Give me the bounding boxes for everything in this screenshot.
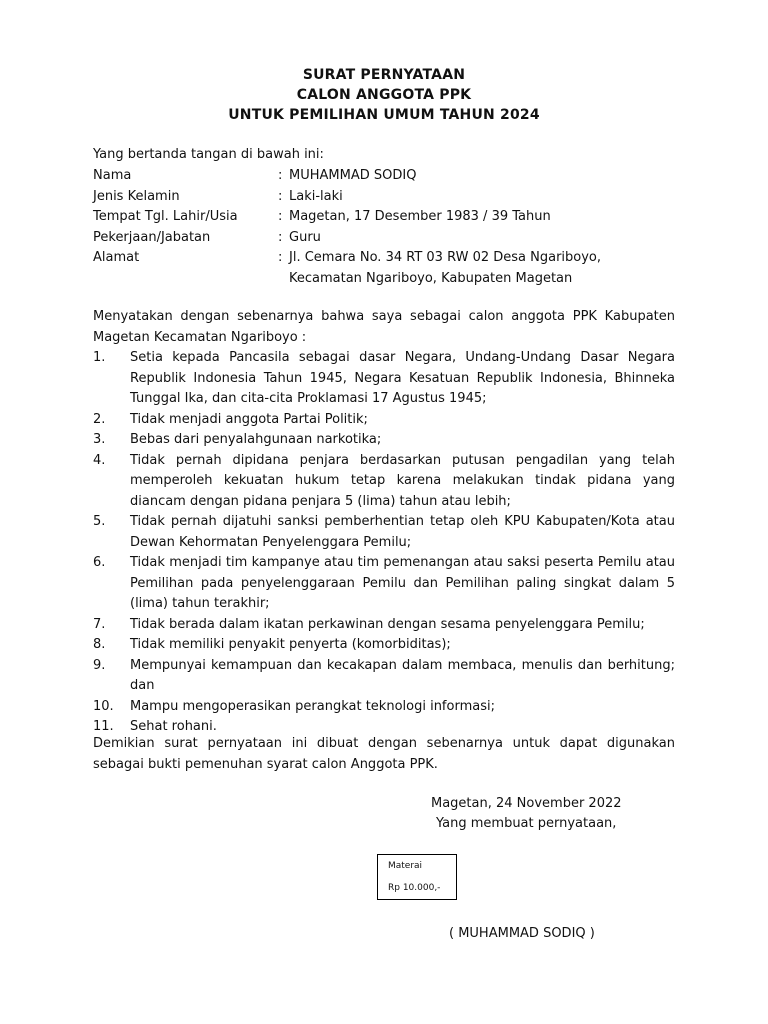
job-value: Guru [289,229,321,245]
document-subtitle: CALON ANGGOTA PPK [296,87,472,103]
list-item-text: Mempunyai kemampuan dan kecakapan dalam membaca, menulis dan berhitung; dan [130,657,675,693]
list-item-number: 10. [93,698,114,714]
document-title: SURAT PERNYATAAN [302,67,466,83]
list-item-text: Bebas dari penyalahgunaan narkotika; [130,432,382,447]
list-item [93,635,675,656]
maker-label: Yang membuat pernyataan, [436,816,617,831]
name-label: Nama [93,168,132,183]
identity-row-address [93,250,693,271]
colon: : [278,250,283,265]
job-label: Pekerjaan/Jabatan [93,229,211,245]
stamp-label: Materai [388,861,423,871]
list-item-text: Tidak pernah dipidana penjara berdasarkan putusan pengadilan yang telah memperoleh kekuatan hukum tetap karena melakukan tindak pidana yang diancam dengan pidana penjara 5 (lima) tahun atau lebih; [130,452,675,509]
list-item-text: Tidak pernah dijatuhi sanksi pemberhentian tetap oleh KPU Kabupaten/Kota atau Dewan Kehormatan Penyelenggara Pemilu; [130,514,675,550]
place-date: Magetan, 24 November 2022 [431,796,622,811]
address-label: Alamat [93,250,140,265]
name-value: MUHAMMAD SODIQ [289,168,417,183]
list-item-text: Sehat rohani. [130,719,217,734]
birth-label: Tempat Tgl. Lahir/Usia [93,209,238,224]
gender-label: Jenis Kelamin [93,188,180,204]
list-item [93,410,675,431]
list-item-text: Tidak berada dalam ikatan perkawinan dengan sesama penyelenggara Pemilu; [130,616,645,632]
document-subtitle-election: UNTUK PEMILIHAN UMUM TAHUN 2024 [228,107,540,123]
list-item-text: Tidak menjadi anggota Partai Politik; [130,411,368,427]
list-item-number: 8. [93,637,106,652]
list-item [93,451,675,513]
list-item-number: 1. [93,350,106,365]
list-item-number: 11. [93,719,114,734]
signer-name: ( MUHAMMAD SODIQ ) [449,926,595,941]
identity-row-gender [93,189,693,210]
birth-value: Magetan, 17 Desember 1983 / 39 Tahun [289,209,551,224]
closing-paragraph: Demikian surat pernyataan ini dibuat dengan sebenarnya untuk dapat digunakan sebagai bukti pemenuhan syarat calon Anggota PPK. [93,736,675,772]
identity-row-job [93,230,693,251]
identity-table [93,168,693,291]
list-item [93,430,675,451]
colon: : [278,209,283,224]
list-item [93,348,675,410]
requirements-list [93,348,675,738]
list-item-number: 6. [93,555,106,570]
list-item-number: 9. [93,657,106,673]
address-line1: Jl. Cemara No. 34 RT 03 RW 02 Desa Ngariboyo, [289,250,602,265]
list-item [93,656,675,697]
colon: : [278,188,283,204]
list-item [93,512,675,553]
stamp-value: Rp 10.000,- [388,883,441,893]
list-item-text: Mampu mengoperasikan perangkat teknologi informasi; [130,698,495,714]
list-item-number: 7. [93,616,106,632]
colon: : [278,229,283,245]
list-item-text: Setia kepada Pancasila sebagai dasar Negara, Undang-Undang Dasar Negara Republik Indonesia Tahun 1945, Negara Kesatuan Republik Indonesia, Bhinneka Tunggal Ika, dan cita-cita Proklamasi 17 Agustus 1945; [130,350,675,406]
identity-row-address-cont [93,271,693,292]
list-item-number: 4. [93,452,106,468]
address-line2: Kecamatan Ngariboyo, Kabupaten Magetan [289,270,573,286]
identity-row-birth [93,209,693,230]
intro-text: Yang bertanda tangan di bawah ini: [93,147,324,162]
list-item-text: Tidak menjadi tim kampanye atau tim pemenangan atau saksi peserta Pemilu atau Pemilihan pada penyelenggaraan Pemilu dan Pemilihan paling singkat dalam 5 (lima) tahun terakhir; [130,555,675,611]
list-item-text: Tidak memiliki penyakit penyerta (komorbiditas); [130,637,451,652]
colon: : [278,168,283,183]
list-item [93,553,675,615]
list-item-number: 3. [93,432,106,447]
list-item [93,697,675,718]
stamp-box [377,854,457,900]
statement-paragraph: Menyatakan dengan sebenarnya bahwa saya sebagai calon anggota PPK Kabupaten Magetan Kecamatan Ngariboyo : [93,309,675,345]
list-item [93,615,675,636]
identity-row-name [93,168,693,189]
list-item-number: 2. [93,411,106,427]
gender-value: Laki-laki [289,188,343,204]
list-item-number: 5. [93,514,106,529]
